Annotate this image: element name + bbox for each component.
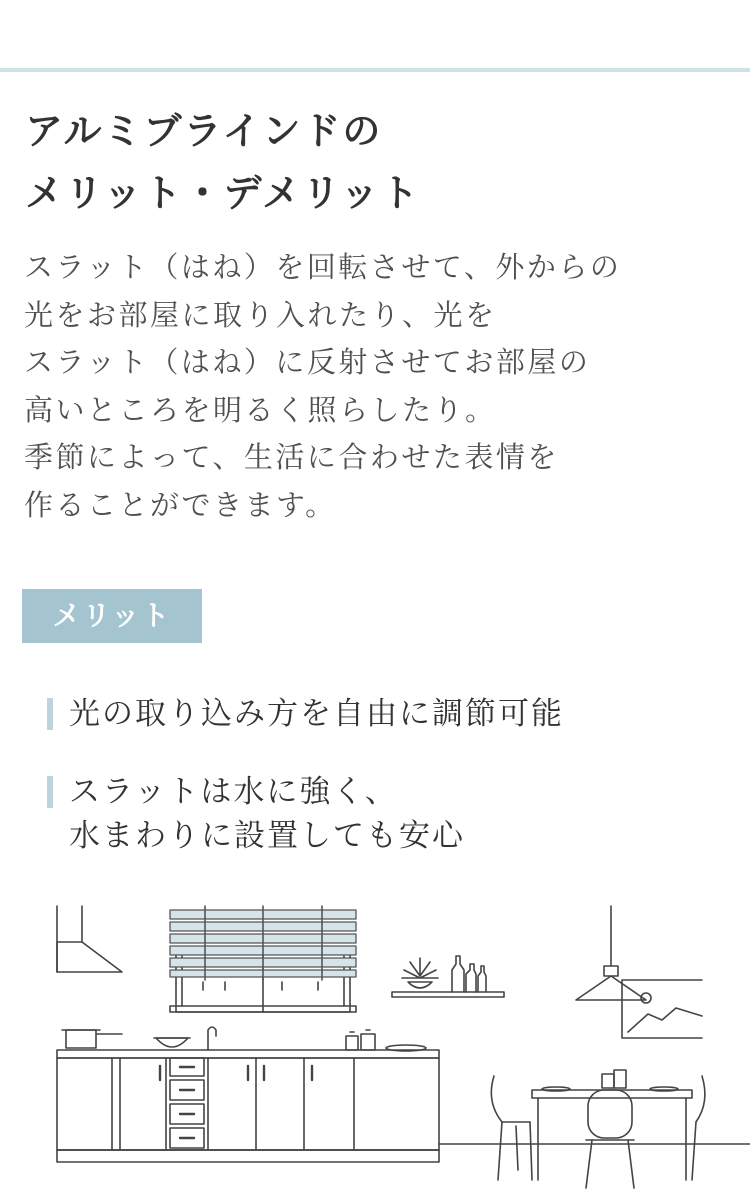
merit-bar bbox=[47, 698, 53, 730]
merit-text: 水まわりに設置しても安心 bbox=[69, 818, 465, 854]
merit-tag: メリット bbox=[22, 589, 202, 643]
range-hood bbox=[57, 906, 122, 972]
title-line-2: メリット・デメリット bbox=[25, 171, 421, 215]
kitchen-counter bbox=[57, 1050, 439, 1162]
chair-center bbox=[586, 1090, 634, 1188]
wall-picture bbox=[622, 980, 702, 1038]
blind-window bbox=[170, 906, 356, 1012]
pendant-lamp bbox=[576, 906, 651, 1003]
chair-left bbox=[491, 1076, 532, 1180]
title-line-1: アルミブラインドの bbox=[25, 109, 383, 153]
description-line: 高いところを明るく照らしたり。 bbox=[24, 392, 497, 427]
wall-shelf bbox=[392, 956, 504, 997]
merit-item bbox=[47, 692, 564, 736]
faucet bbox=[208, 1027, 216, 1050]
bowl bbox=[154, 1038, 190, 1047]
description-line: 季節によって、生活に合わせた表情を bbox=[24, 440, 559, 474]
jars bbox=[346, 1030, 375, 1050]
description-line: スラット（はね）を回転させて、外からの bbox=[24, 250, 622, 284]
merit-item bbox=[47, 770, 465, 858]
page-title bbox=[25, 100, 420, 224]
description-line: スラット（はね）に反射させてお部屋の bbox=[24, 345, 591, 379]
merit-text: 光の取り込み方を自由に調節可能 bbox=[69, 696, 564, 732]
description-line: 光をお部屋に取り入れたり、光を bbox=[24, 297, 497, 332]
merit-bar bbox=[47, 776, 53, 808]
merit-text: スラットは水に強く、 bbox=[69, 774, 398, 810]
chair-right bbox=[692, 1076, 705, 1180]
description bbox=[24, 244, 724, 529]
top-divider bbox=[0, 68, 750, 72]
kitchen-illustration bbox=[0, 890, 750, 1200]
description-line: 作ることができます。 bbox=[24, 487, 337, 522]
dining-table bbox=[532, 1070, 692, 1180]
pot bbox=[62, 1030, 122, 1048]
